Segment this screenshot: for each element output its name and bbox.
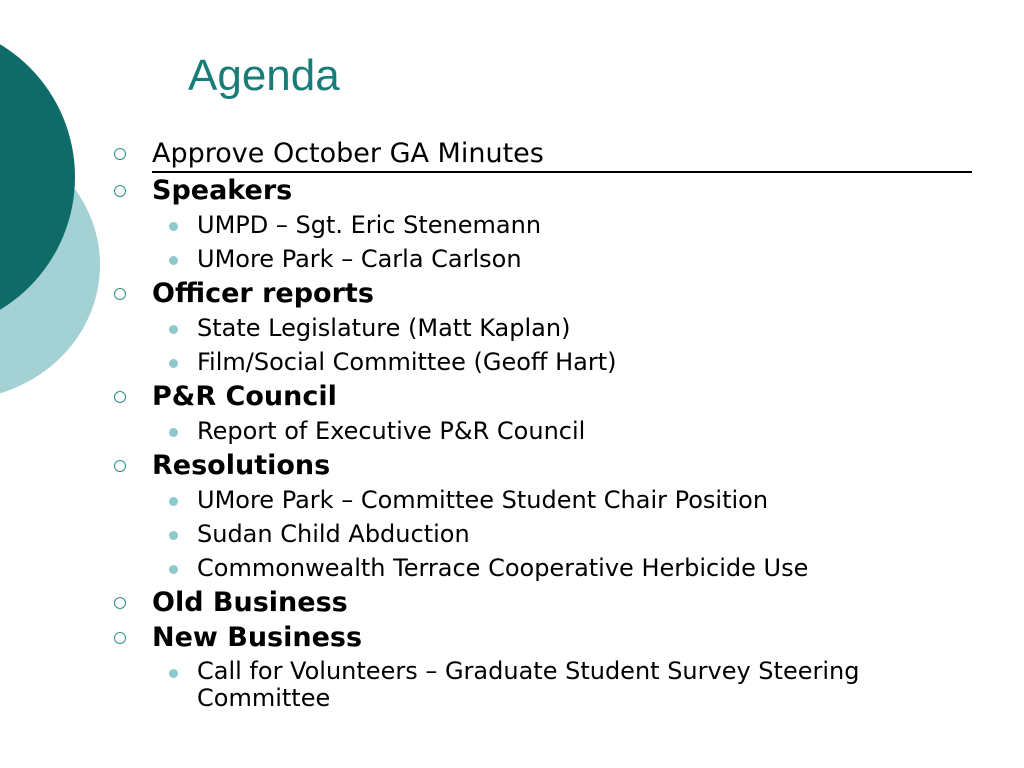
agenda-item-label: Old Business	[152, 587, 348, 618]
ring-bullet-icon	[114, 148, 126, 160]
agenda-subitem-label: Report of Executive P&R Council	[197, 417, 586, 445]
agenda-subitem-label: UMore Park – Committee Student Chair Position	[197, 486, 769, 514]
dot-bullet-icon	[169, 428, 178, 437]
agenda-subitem-label: Sudan Child Abduction	[197, 520, 470, 548]
agenda-subitem	[152, 655, 998, 712]
dot-bullet-icon	[169, 497, 178, 506]
agenda-subitem	[152, 311, 998, 345]
agenda-item	[108, 620, 998, 712]
agenda-subitem	[152, 414, 998, 448]
dot-bullet-icon	[169, 359, 178, 368]
agenda-subitem	[152, 242, 998, 276]
agenda-subitem	[152, 483, 998, 517]
agenda-subitem-label: Commonwealth Terrace Cooperative Herbicide Use	[197, 554, 809, 582]
agenda-subitem	[152, 551, 998, 585]
agenda-item	[108, 585, 998, 620]
ring-bullet-icon	[114, 391, 126, 403]
agenda-item-label: Officer reports	[152, 278, 374, 309]
agenda-subitem-label: UMPD – Sgt. Eric Stenemann	[197, 211, 542, 239]
agenda-list	[108, 136, 998, 712]
agenda-item	[108, 173, 998, 276]
agenda-item-label: Approve October GA Minutes	[152, 136, 972, 173]
agenda-item	[108, 276, 998, 379]
dot-bullet-icon	[169, 531, 178, 540]
dot-bullet-icon	[169, 669, 178, 678]
ring-bullet-icon	[114, 460, 126, 472]
agenda-subitem-label: UMore Park – Carla Carlson	[197, 245, 522, 273]
agenda-item-label: P&R Council	[152, 381, 337, 412]
agenda-subitem-label: Call for Volunteers – Graduate Student Survey Steering Committee	[197, 657, 860, 712]
agenda-item	[108, 448, 998, 585]
agenda-subitem-list	[152, 311, 998, 379]
dot-bullet-icon	[169, 222, 178, 231]
agenda-subitem-list	[152, 655, 998, 712]
agenda-subitem-label: State Legislature (Matt Kaplan)	[197, 314, 571, 342]
ring-bullet-icon	[114, 185, 126, 197]
agenda-item-label: Resolutions	[152, 450, 331, 481]
agenda-subitem	[152, 208, 998, 242]
agenda-item	[108, 136, 998, 173]
dot-bullet-icon	[169, 256, 178, 265]
agenda-subitem	[152, 345, 998, 379]
agenda-item-label: Speakers	[152, 175, 293, 206]
dot-bullet-icon	[169, 325, 178, 334]
agenda-item	[108, 379, 998, 448]
agenda-subitem-list	[152, 414, 998, 448]
ring-bullet-icon	[114, 597, 126, 609]
agenda-subitem-label: Film/Social Committee (Geoff Hart)	[197, 348, 617, 376]
agenda-subitem-list	[152, 483, 998, 585]
ring-bullet-icon	[114, 288, 126, 300]
slide-title: Agenda	[188, 51, 340, 100]
agenda-subitem	[152, 517, 998, 551]
agenda-subitem-list	[152, 208, 998, 276]
dot-bullet-icon	[169, 565, 178, 574]
agenda-item-label: New Business	[152, 622, 363, 653]
ring-bullet-icon	[114, 632, 126, 644]
